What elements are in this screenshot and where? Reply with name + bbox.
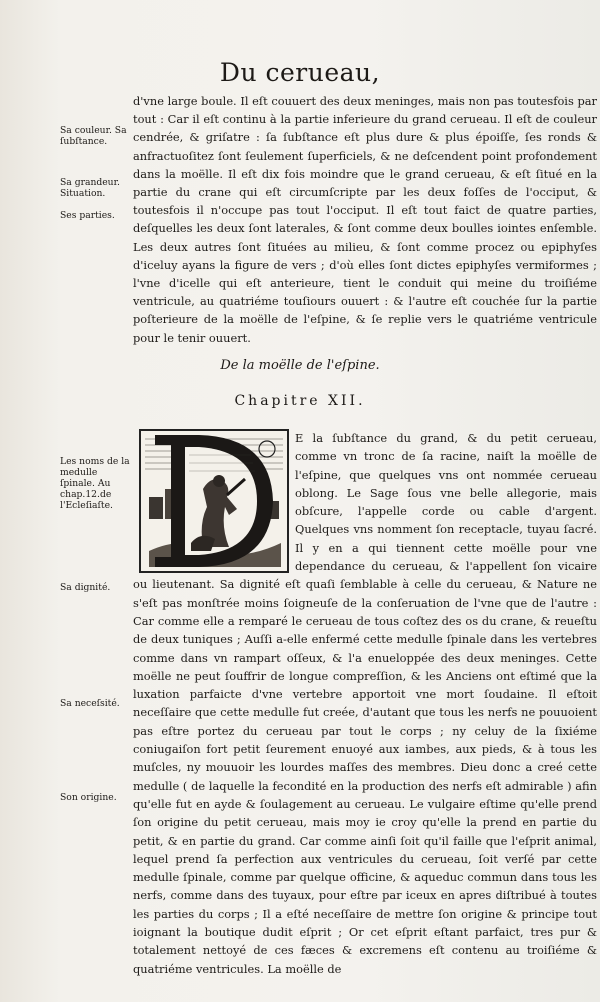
woodcut-illustration: [141, 431, 287, 571]
margin-note-dignite: Sa dignité.: [60, 582, 111, 593]
margin-note-noms: Les noms de la medulle ſpinale. Au chap.12.de l'Ecleſiaſte.: [60, 456, 130, 511]
section-subtitle: De la moëlle de l'eſpine.: [220, 358, 380, 373]
running-title: Du cerueau,: [219, 58, 381, 87]
margin-note-origine: Son origine.: [60, 792, 117, 803]
top-paragraph: [133, 92, 597, 347]
top-paragraph-text: d'vne large boule. Il eſt couuert des deux meninges, mais non pas toutesfois par tout : Car il eſt continu à la partie inferieure du grand cerueau. Il eſt de couleur cendrée, & griſatre : ſa ſubſtance eſt plus dure & plus épοiſſe, ſes ronds & anfractuoſitez ſont ſeulement ſuperficiels, & ne deſcendent point profondement dans la moëlle. Il eſt dix fois moindre que le grand cerueau, & eſt ſitué en la partie du crane qui eſt circumſcripte par les deux foſſes de l'occiput, & toutesfois il n'occupe pas tout l'occiput. Il eſt tout faict de quatre parties, deſquelles les deux ſont laterales, & ſont comme deux boulles iointes enſemble. Les deux autres ſont ſituées au milieu, & ſont comme procez ou epiphyſes d'iceluy ayans la figure de vers ; d'où elles ſont dictes epiphyſes vermiformes ; l'vne d'icelle qui eſt anterieure, tient le conduit qui meine du troiſiéme ventricule, au quatriéme touſiours ouuert : & l'autre eſt couchée ſur la partie poſterieure de la moëlle de l'eſpine, & ſe replie vers le quatriéme ventricule pour le tenir ouuert.: [133, 94, 597, 345]
margin-note-grandeur: Sa grandeur. Situation.: [60, 177, 120, 199]
chapter-text: E la ſubſtance du grand, & du petit cerueau, comme vn tronc de ſa racine, naiſt la moëlle de l'eſpine, que quelques vns ont nommée cerueau oblong. Le Sage ſous vne belle allegorie, mais obſcure, l'appelle corde ou cable d'argent. Quelques vns nomment ſon receptacle, tuyau ſacré. Il y en a qui tiennent cette moëlle pour vne dependance du cerueau, & l'appellent ſon vicaire ou lieutenant. Sa dignité eſt quaſi ſemblable à celle du cerueau, & Nature ne s'eſt pas monſtrée moins ſoigneuſe de la conſeruation de l'vne que de l'autre : Car comme elle a remparé le cerueau de tous coſtez des os du crane, & reueſtu de deux tuniques ; Auſſi a-elle enfermé cette medulle ſpinale dans les vertebres comme dans vn rampart oſſeux, & l'a enueloppée des deux meninges. Cette moëlle ne peut ſouffrir de longue compreſſion, & les Anciens ont eſtimé que la luxation parfaicte d'vne vertebre apportoit vne mort ſoudaine. Il eſtoit neceſſaire que cette medulle fut creée, d'autant que tous les nerfs ne pouuoient pas eſtre portez du cerueau par tout le corps ; ny celuy de la ſixiéme coniugaiſon fort petit ſeurement enuoyé aux iambes, aux pieds, & à tous les muſcles, ny mouuoir les lourdes maſſes des membres. Dieu donc a creé cette medulle ( de laquelle la fecondité en la production des nerfs eſt admirable ) afin qu'elle fut en ayde & ſoulagement au cerueau. Le vulgaire eſtime qu'elle prend ſon origine du petit cerueau, mais moy ie croy qu'elle la prend en partie du petit, & en partie du grand. Car comme ainſi ſoit qu'il faille que l'eſprit animal, lequel prend ſa perfection aux ventricules du cerueau, ſoit verſé par cette medulle ſpinale, comme par quelque officine, & aqueduc commun dans tous les nerfs, comme dans des tuyaux, pour eſtre par iceux en apres diſtribué à toutes les parties du corps ; Il a eſté neceſſaire de mettre ſon origine & principe tout ioignant la boutique dudit eſprit ; Or cet eſprit eſtant parfaict, tres pur & totalement nettoyé de ces fæces & excremens eſt contenu au troiſiéme & quatriéme ventricules. La moëlle de: [133, 431, 597, 976]
margin-note-couleur: Sa couleur. Sa ſubſtance.: [60, 125, 127, 147]
woodcut-initial-d: [139, 429, 289, 573]
margin-note-necessite: Sa neceſsité.: [60, 698, 120, 709]
margin-note-parties: Ses parties.: [60, 210, 115, 221]
chapter-heading: Chapitre XII.: [234, 393, 366, 409]
chapter-body: [133, 429, 597, 978]
